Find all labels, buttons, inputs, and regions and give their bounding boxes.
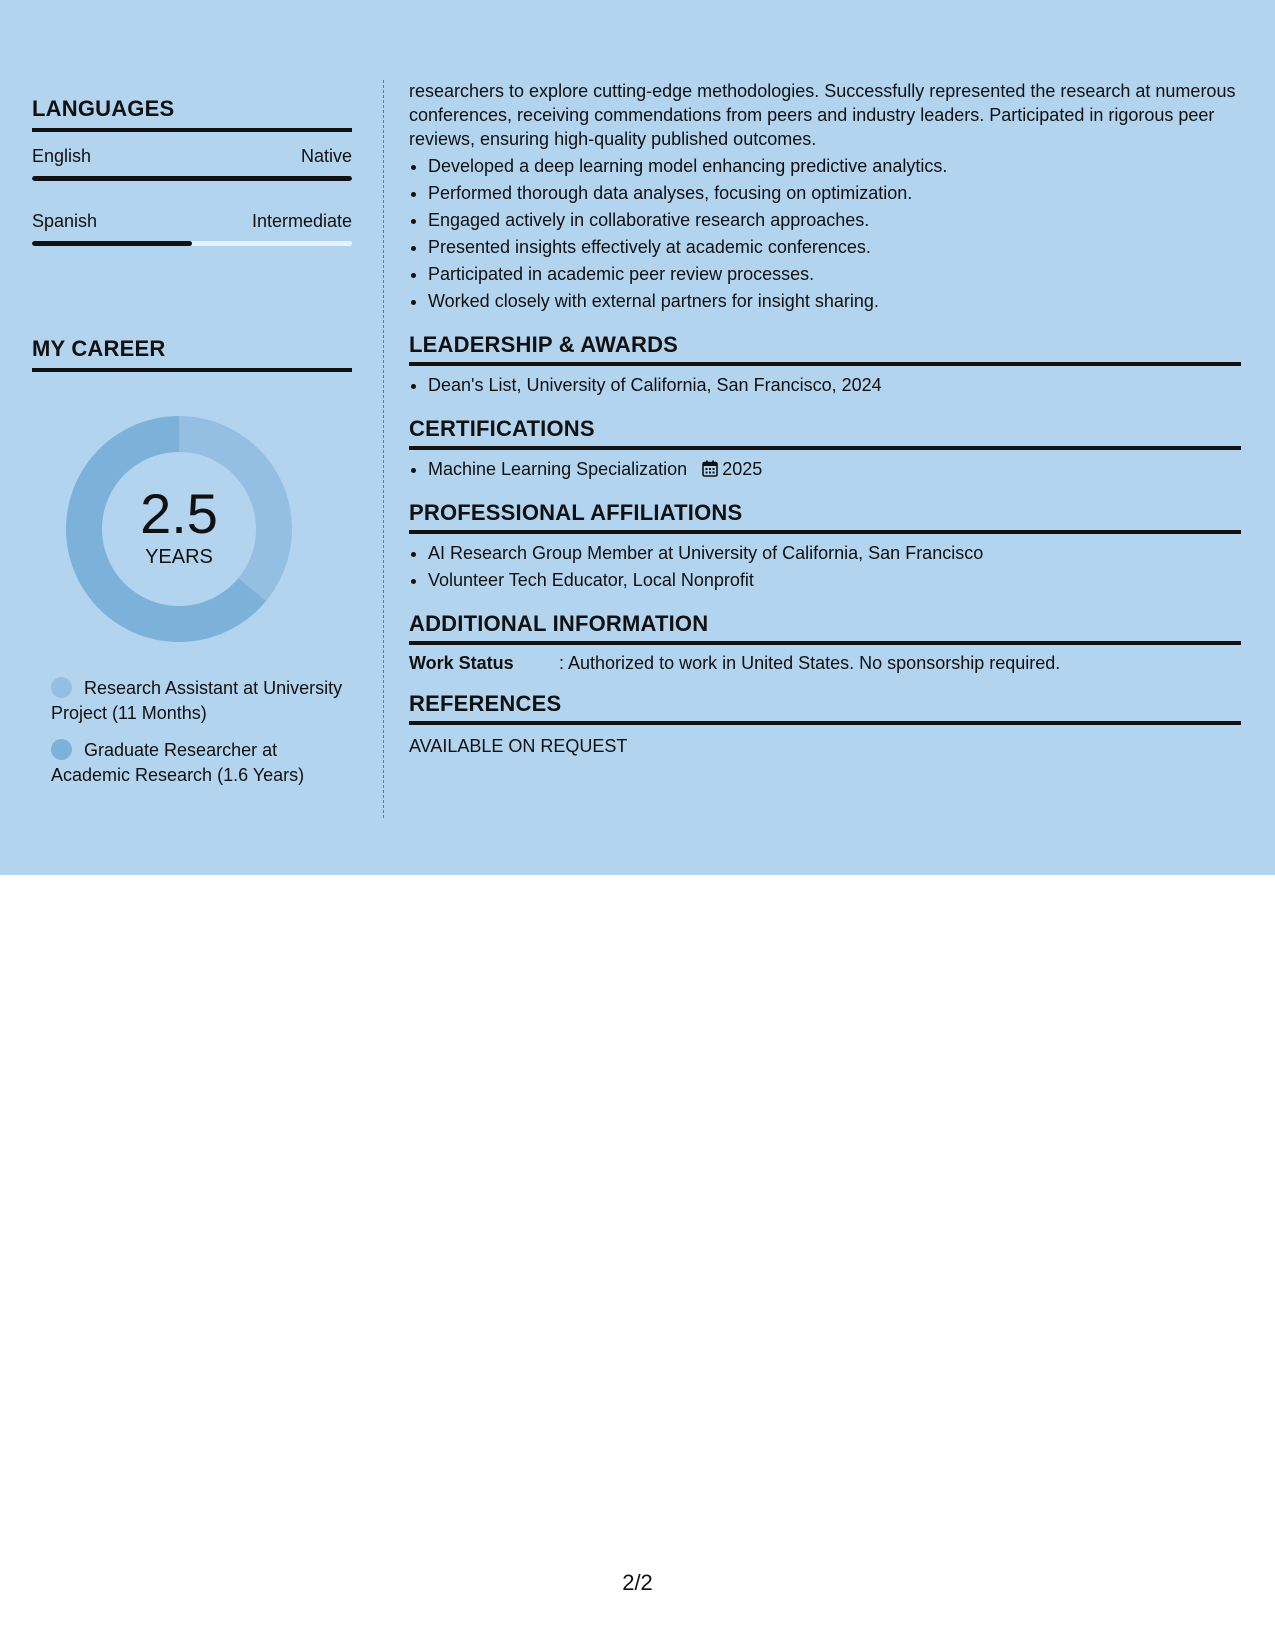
references-heading: REFERENCES (409, 691, 1241, 725)
certifications-heading: CERTIFICATIONS (409, 416, 1241, 450)
legend-label: Graduate Researcher at Academic Research (1.6 Years) (51, 740, 305, 785)
right-column (409, 79, 1241, 757)
leadership-list (409, 372, 1241, 399)
calendar-icon (702, 460, 718, 477)
left-column (32, 80, 352, 800)
leadership-heading: LEADERSHIP & AWARDS (409, 332, 1241, 366)
page-number: 2/2 (622, 1570, 653, 1595)
language-proficiency-bar (32, 176, 352, 181)
language-level: Native (300, 146, 352, 166)
career-donut-chart (66, 416, 292, 642)
legend-item-graduate-researcher (51, 738, 352, 788)
affiliations-list (409, 540, 1241, 594)
work-status-row (409, 653, 1241, 674)
language-name: Spanish (32, 211, 98, 231)
list-item: • Engaged actively in collaborative research approaches. (428, 207, 1241, 234)
language-item-spanish (32, 211, 352, 246)
legend-dot (51, 677, 72, 698)
career-legend (51, 676, 352, 788)
references-text: AVAILABLE ON REQUEST (409, 736, 628, 756)
career-section (32, 320, 352, 788)
language-item-english (32, 146, 352, 181)
leadership-section (409, 332, 1241, 399)
language-level: Intermediate (251, 211, 352, 231)
experience-description: researchers to explore cutting-edge methodologies. Successfully represented the research at numerous conferences, receiving commendations from peers and industry leaders. Participated in rigorous peer reviews, ensuring high-quality published outcomes. (409, 81, 1236, 149)
legend-label: Research Assistant at University Project (11 Months) (51, 678, 343, 723)
list-item: • Performed thorough data analyses, focusing on optimization. (428, 180, 1241, 207)
list-item: • Dean's List, University of California, San Francisco, 2024 (428, 372, 1241, 399)
list-item: • Developed a deep learning model enhancing predictive analytics. (428, 153, 1241, 180)
certification-year: 2025 (722, 459, 763, 479)
list-item: • Presented insights effectively at academic conferences. (428, 234, 1241, 261)
legend-dot (51, 739, 72, 760)
list-item (428, 456, 1241, 483)
affiliations-heading: PROFESSIONAL AFFILIATIONS (409, 500, 1241, 534)
experience-bullet-list (409, 153, 1241, 315)
career-total-unit: YEARS (145, 545, 213, 568)
languages-heading: LANGUAGES (32, 80, 352, 132)
legend-item-research-assistant (51, 676, 352, 726)
references-section (409, 691, 1241, 757)
career-total-years: 2.5 (140, 481, 218, 545)
list-item: • Participated in academic peer review processes. (428, 261, 1241, 288)
work-status-label: Work Status (409, 653, 514, 673)
certifications-section (409, 416, 1241, 483)
language-name: English (32, 146, 92, 166)
column-divider (383, 80, 384, 818)
list-item: • Worked closely with external partners for insight sharing. (428, 288, 1241, 315)
certifications-list (409, 456, 1241, 483)
affiliations-section (409, 500, 1241, 594)
donut-center-label (66, 416, 292, 642)
list-item: • AI Research Group Member at University of California, San Francisco (428, 540, 1241, 567)
list-item: • Volunteer Tech Educator, Local Nonprofit (428, 567, 1241, 594)
language-proficiency-fill (32, 176, 352, 181)
language-proficiency-fill (32, 241, 192, 246)
work-status-value: : Authorized to work in United States. No sponsorship required. (559, 653, 1061, 673)
additional-info-heading: ADDITIONAL INFORMATION (409, 611, 1241, 645)
language-proficiency-bar (32, 241, 352, 246)
certification-name: Machine Learning Specialization (428, 459, 688, 479)
career-heading: MY CAREER (32, 320, 352, 372)
additional-info-section (409, 611, 1241, 674)
